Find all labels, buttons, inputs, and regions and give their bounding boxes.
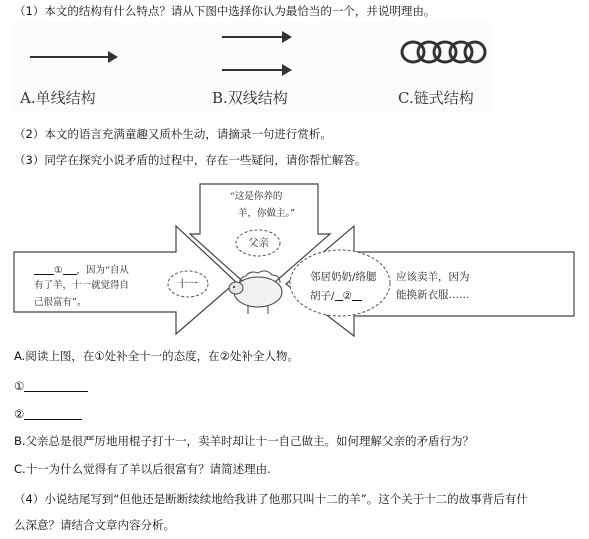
right-people-line1: 邻居奶奶/络腮	[310, 271, 377, 283]
answer-blank-1	[14, 378, 88, 394]
shiyi-label: 十一	[177, 278, 198, 290]
q3-sub-a: A.阅读上图，在①处补全十一的态度，在②处补全人物。	[14, 349, 299, 363]
answer-blank-2	[14, 406, 82, 422]
left-text-line2: 有了羊，十一就觉得自	[34, 280, 130, 291]
left-blank-marker: ①	[54, 265, 63, 276]
option-b-label: B.双线结构	[212, 89, 288, 107]
option-c-label: C.链式结构	[398, 89, 474, 107]
right-text-line1: 应该卖羊，因为	[396, 271, 470, 283]
right-people-line2-text: 胡子/	[310, 290, 335, 302]
q3-text: （3）同学在探究小说矛盾的过程中，存在一些疑问，请你帮忙解答。	[14, 153, 367, 167]
left-text-1	[34, 262, 129, 278]
q2-text: （2）本文的语言充满童趣又质朴生动，请摘录一句进行赏析。	[14, 127, 332, 141]
q4-line2: 么深意？请结合文章内容分析。	[14, 518, 175, 532]
top-quote-line1: “这是你养的	[230, 191, 283, 202]
blank1-label: ①	[14, 379, 25, 393]
right-people-line2	[310, 288, 362, 303]
option-a-label: A.单线结构	[20, 89, 96, 107]
father-label: 父亲	[248, 237, 269, 249]
blank2-label: ②	[14, 407, 25, 421]
q3-sub-c: C.十一为什么觉得有了羊以后很富有？请简述理由.	[14, 462, 271, 476]
q4-line1: （4）小说结尾写到“但他还是断断续续地给我讲了他那只叫十二的羊”。这个关于十二的故事背后有什	[14, 492, 528, 506]
top-quote-line2: 羊，你做主。”	[238, 208, 296, 219]
structure-options-figure	[0, 22, 589, 132]
right-blank-marker: ②	[342, 290, 352, 302]
left-text-line1: ，因为“自从	[76, 265, 129, 276]
answer-line-1[interactable]	[24, 379, 88, 392]
right-text-line2: 能换新衣服……	[396, 289, 470, 301]
answer-line-2[interactable]	[24, 407, 82, 420]
q3-sub-b: B.父亲总是很严厉地用棍子打十一，卖羊时却让十一自己做主。如何理解父亲的矛盾行为？	[14, 434, 475, 448]
q1-text: （1）本文的结构有什么特点？请从下图中选择你认为最恰当的一个，并说明理由。	[14, 4, 436, 18]
left-text-line3: 己很富有”。	[34, 297, 87, 308]
